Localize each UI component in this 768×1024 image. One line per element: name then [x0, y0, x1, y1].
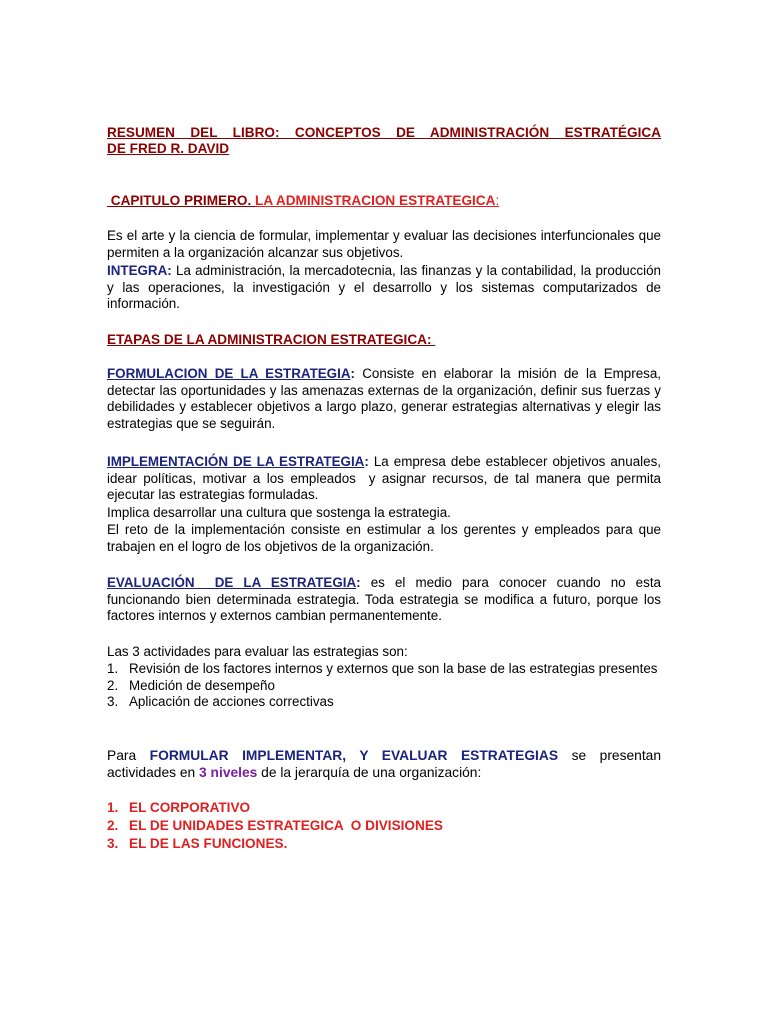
implementacion-line-3: El reto de la implementación consiste en estimular a los gerentes y empleados para que trabajen en el logro de los objetivos de la organización.	[107, 522, 661, 554]
list-item	[107, 678, 661, 695]
list-item-number: 1.	[107, 800, 119, 815]
formulacion-paragraph	[107, 366, 661, 432]
implementacion-colon: :	[364, 454, 369, 469]
intro-paragraph: Es el arte y la ciencia de formular, implementar y evaluar las decisiones interfuncionales que permiten a la organización alcanzar sus objetivos.	[107, 228, 661, 260]
actividades-list	[107, 661, 661, 711]
chapter-heading	[107, 193, 661, 210]
niveles-list	[107, 799, 661, 852]
doc-title-line-1: RESUMEN DEL LIBRO: CONCEPTOS DE ADMINISTRACIÓN ESTRATÉGICA	[107, 125, 661, 140]
implementacion-paragraph	[107, 454, 665, 504]
chapter-prefix: CAPITULO PRIMERO.	[107, 193, 256, 208]
integra-text: La administración, la mercadotecnia, las finanzas y la contabilidad, la producción y las operaciones, la investigación y el desarrollo y los sistemas computarizados de información.	[107, 263, 661, 312]
list-item	[107, 817, 661, 835]
chapter-colon: :	[495, 193, 500, 208]
doc-title-line-2: DE FRED R. DAVID	[107, 141, 230, 156]
list-item-text: Revisión de los factores internos y externos que son la base de las estrategias presentes	[129, 661, 658, 676]
list-item	[107, 661, 661, 678]
etapas-heading-text: ETAPAS DE LA ADMINISTRACION ESTRATEGICA:	[107, 332, 436, 347]
list-item	[107, 799, 661, 817]
formulacion-colon: :	[350, 366, 355, 381]
list-item	[107, 835, 661, 853]
evaluacion-paragraph	[107, 575, 661, 625]
niveles-text-3: de la jerarquía de una organización:	[257, 765, 482, 780]
list-item-text: EL DE UNIDADES ESTRATEGICA O DIVISIONES	[129, 817, 443, 833]
list-item-text: EL CORPORATIVO	[129, 800, 251, 815]
list-item-text: EL DE LAS FUNCIONES.	[129, 835, 288, 851]
niveles-paragraph	[107, 747, 661, 781]
niveles-bold-2: 3 niveles	[199, 765, 258, 780]
evaluacion-text: es el medio para conocer cuando no esta funcionando bien determinada estrategia. Toda estrategia se modifica a futuro, porque los factores internos y externos cambian permanentemente.	[107, 575, 661, 624]
actividades-intro: Las 3 actividades para evaluar las estrategias son:	[107, 644, 408, 659]
integra-paragraph	[107, 263, 661, 313]
list-item-number: 2.	[107, 677, 119, 693]
niveles-bold-1: FORMULAR IMPLEMENTAR, Y EVALUAR ESTRATEGIAS	[149, 748, 559, 763]
evaluacion-colon: :	[356, 575, 361, 590]
formulacion-label: FORMULACION DE LA ESTRATEGIA	[107, 366, 351, 381]
list-item-number: 2.	[107, 817, 119, 833]
list-item-number: 3.	[107, 835, 119, 851]
formulacion-text: Consiste en elaborar la misión de la Empresa, detectar las oportunidades y las amenazas externas de la organización, definir sus fuerzas y debilidades y establecer objetivos a largo plazo, generar estrategias alternativas y elegir las estrategias que se seguirán.	[107, 366, 661, 431]
list-item-number: 3.	[107, 694, 119, 710]
implementacion-label: IMPLEMENTACIÓN DE LA ESTRATEGIA	[107, 454, 365, 469]
evaluacion-label: EVALUACIÓN DE LA ESTRATEGIA	[107, 575, 357, 590]
chapter-name: LA ADMINISTRACION ESTRATEGICA	[255, 193, 496, 208]
list-item-number: 1.	[107, 661, 119, 676]
implementacion-line-2: Implica desarrollar una cultura que sostenga la estrategia.	[107, 505, 451, 520]
niveles-text-2: se presentan actividades en	[107, 748, 662, 780]
etapas-heading	[107, 332, 661, 349]
list-item	[107, 694, 661, 711]
implementacion-text: La empresa debe establecer objetivos anuales, idear políticas, motivar a los empleados y asignar recursos, de tal manera que permita ejecutar las estrategias formuladas.	[107, 454, 665, 503]
list-item-text: Aplicación de acciones correctivas	[129, 694, 334, 710]
integra-label: INTEGRA:	[107, 263, 172, 278]
niveles-text-1: Para	[107, 748, 150, 763]
list-item-text: Medición de desempeño	[129, 677, 275, 693]
